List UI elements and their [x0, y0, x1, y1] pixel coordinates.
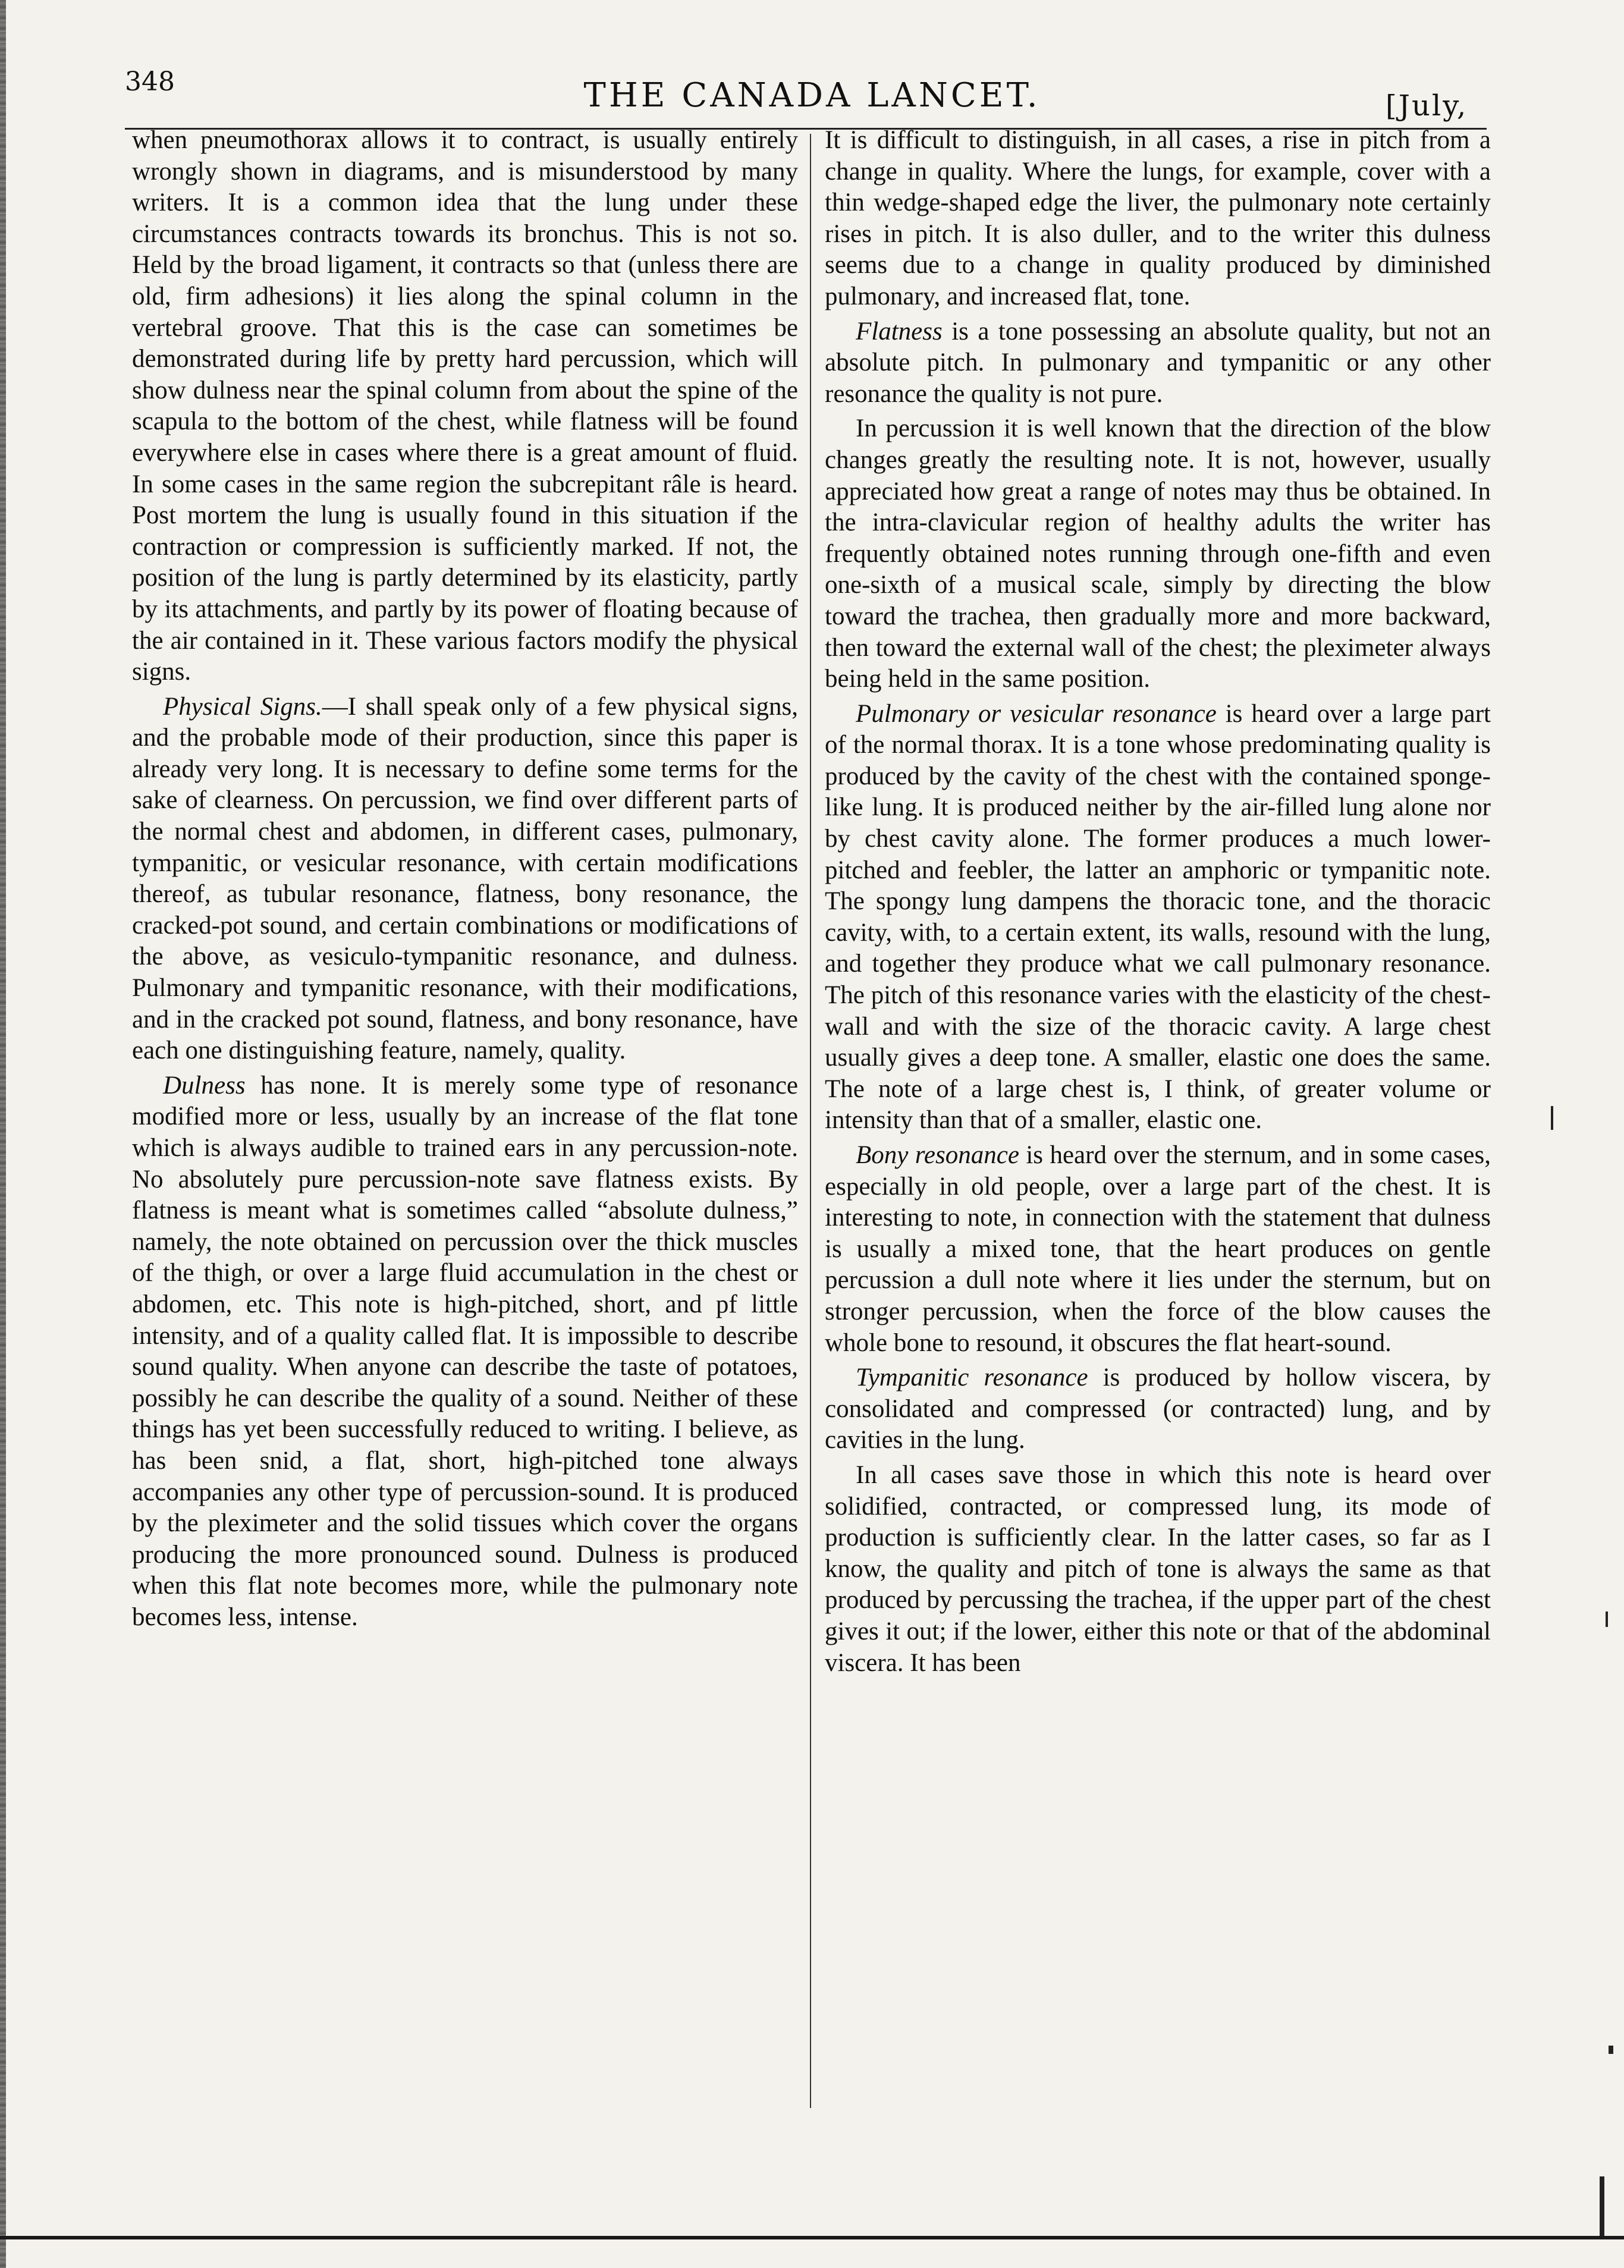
margin-mark [1606, 1612, 1608, 1627]
paragraph-text: —I shall speak only of a few physical signs, and the probable mode of their production, since this paper is already very long. It is necessary to define some terms for the sake of clearness. On percussion, we find over different parts of the normal chest and abdomen, in different cases, pulmonary, tympanitic, or vesicular resonance, with certain modifications thereof, as tubular resonance, flatness, bony resonance, the cracked-pot sound, and certain combinations or modifications of the above, as vesiculo-tympanitic resonance, and dulness. Pulmonary and tympanitic resonance, with their modifications, and in the cracked pot sound, flatness, and bony resonance, have each one distinguishing feature, namely, quality. [132, 692, 798, 1065]
run-in-heading: Flatness [856, 317, 943, 345]
paragraph [825, 699, 1491, 1136]
paragraph: In percussion it is well known that the direction of the blow changes greatly the resulting note. It is not, however, usually appreciated how great a range of notes may thus be obtained. In the intra-clavicular region of healthy adults the writer has frequently obtained notes running through one-fifth and even one-sixth of a musical scale, simply by directing the blow toward the trachea, then gradually more and more backward, then toward the external wall of the chest; the pleximeter always being held in the same position. [825, 414, 1491, 693]
paragraph: It is difficult to distinguish, in all cases, a rise in pitch from a change in quality. Where the lungs, for example, cover with a thin wedge-shaped edge the liver, the pulmonary note certainly rises in pitch. It is also duller, and to the writer this dulness seems due to a change in quality produced by diminished pulmonary, and increased flat, tone. [825, 126, 1491, 310]
paragraph-text: is heard over a large part of the normal thorax. It is a tone whose predominating quality is produced by the cavity of the chest with the contained sponge-like lung. It is produced neither by the air-filled lung alone nor by chest cavity alone. The former produces a much lower-pitched and feebler, the latter an amphoric or tympanitic note. The spongy lung dampens the thoracic tone, and the thoracic cavity, with, to a certain extent, its walls, resound with the lung, and together they produce what we call pulmonary resonance. The pitch of this resonance varies with the elasticity of the chest-wall and with the size of the thoracic cavity. A large chest usually gives a deep tone. A smaller, elastic one does the same. The note of a large chest is, I think, of greater volume or intensity than that of a smaller, elastic one. [825, 699, 1491, 1135]
scanned-page-edge [0, 0, 6, 2268]
paragraph-text: is a tone possessing an absolute quality, but not an absolute pitch. In pulmonary and tympanitic or any other resonance the quality is not pure. [825, 317, 1491, 408]
run-in-heading: Tympanitic resonance [856, 1364, 1088, 1392]
paragraph [825, 316, 1491, 410]
paragraph-text: has none. It is merely some type of resonance modified more or less, usually by an increase of the flat tone which is always audible to trained ears in any percussion-note. No absolutely pure percussion-note save flatness exists. By flatness is meant what is sometimes called “absolute dulness,” namely, the note obtained on percussion over the thick muscles of the thigh, or over a large fluid accumulation in the chest or abdomen, etc. This note is high-pitched, short, and pf little intensity, and of a quality called flat. It is impossible to describe sound quality. When anyone can describe the taste of potatoes, possibly he can describe the quality of a sound. Neither of these things has yet been successfully reduced to writing. I believe, as has been snid, a flat, short, high-pitched tone always accompanies any other type of percussion-sound. It is produced by the pleximeter and the solid tissues which cover the organs producing the more pronounced sound. Dulness is produced when this flat note becomes more, while the pulmonary note becomes less, intense. [132, 1071, 798, 1631]
page-bottom-edge [0, 2236, 1624, 2239]
paragraph [132, 1070, 798, 1634]
left-column [132, 125, 798, 1637]
run-in-heading: Bony resonance [856, 1141, 1019, 1169]
right-column [825, 125, 1491, 1682]
margin-mark [1609, 2046, 1613, 2054]
paragraph-text: is produced by hollow viscera, by consolidated and compressed (or contracted) lung, and by cavities in the lung. [825, 1364, 1491, 1455]
paragraph [825, 1140, 1491, 1359]
page-number: 348 [125, 67, 175, 97]
paragraph [825, 1362, 1491, 1456]
issue-month: [July, [1386, 89, 1468, 122]
run-in-heading: Physical Signs. [163, 692, 322, 721]
margin-mark [1600, 2176, 1604, 2236]
run-in-heading: Pulmonary or vesicular resonance [856, 699, 1217, 728]
journal-title: THE CANADA LANCET. [583, 76, 1041, 115]
paragraph: when pneumothorax allows it to contract, is usually entirely wrongly shown in diagrams, and is misunderstood by many writers. It is a common idea that the lung under these circumstances contracts towards its bronchus. This is not so. Held by the broad ligament, it contracts so that (unless there are old, firm adhesions) it lies along the spinal column in the vertebral groove. That this is the case can sometimes be demonstrated during life by pretty hard percussion, which will show dulness near the spinal column from about the spine of the scapula to the bottom of the chest, while flatness will be found everywhere else in cases where there is a great amount of fluid. In some cases in the same region the subcrepitant râle is heard. Post mortem the lung is usually found in this situation if the contraction or compression is sufficiently marked. If not, the position of the lung is partly determined by its elasticity, partly by its attachments, and partly by its power of floating because of the air contained in it. These various factors modify the physical signs. [132, 126, 798, 686]
paragraph-text: is heard over the sternum, and in some cases, especially in old people, over a large part of the chest. It is interesting to note, in connection with the statement that dulness is usually a mixed tone, that the heart produces on gentle percussion a dull note where it lies under the sternum, but on stronger percussion, when the force of the blow causes the whole bone to resound, it obscures the flat heart-sound. [825, 1141, 1491, 1357]
margin-mark [1551, 1106, 1553, 1130]
run-in-heading: Dulness [163, 1071, 246, 1100]
column-divider [810, 134, 811, 2108]
paragraph: In all cases save those in which this note is heard over solidified, contracted, or compressed lung, its mode of production is sufficiently clear. In the latter cases, so far as I know, the quality and pitch of tone is always the same as that produced by percussing the trachea, if the upper part of the chest gives it out; if the lower, either this note or that of the abdominal viscera. It has been [825, 1460, 1491, 1677]
paragraph [132, 692, 798, 1067]
